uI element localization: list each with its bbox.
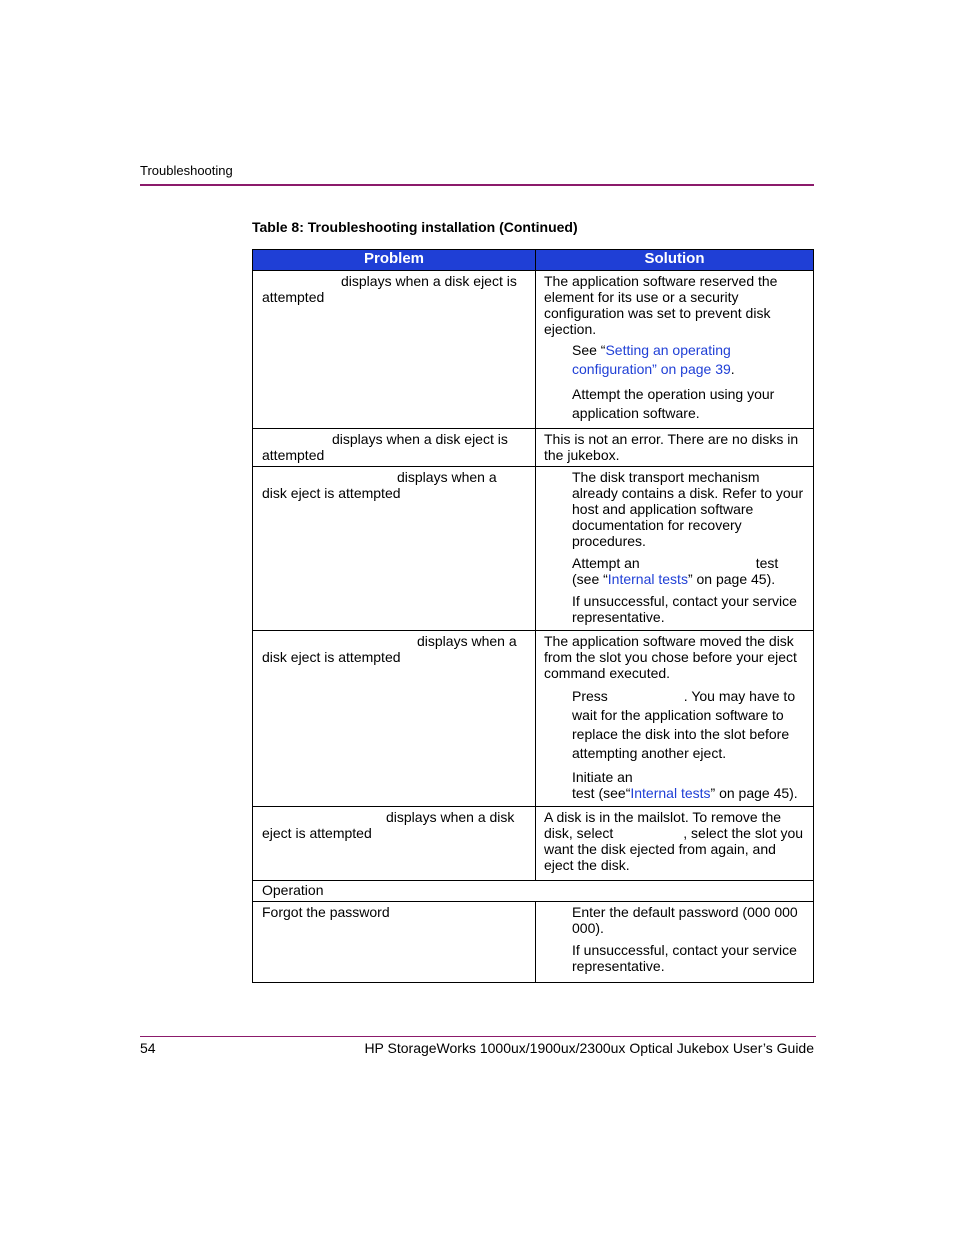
solution-text (544, 809, 805, 873)
running-header: Troubleshooting (140, 163, 233, 178)
footer-rule (140, 1036, 816, 1037)
solution-step: Attempt the operation using your application software. (572, 386, 775, 421)
problem-line: displays when a (397, 469, 497, 485)
solution-cell (536, 467, 814, 631)
page-number: 54 (140, 1040, 156, 1056)
section-row (253, 881, 814, 902)
table-row (253, 429, 814, 467)
problem-line: displays when a disk eject is (332, 431, 508, 447)
column-header-problem: Problem (253, 250, 536, 271)
cross-reference-link[interactable]: Setting an operating configuration” on page 39 (572, 342, 731, 377)
see-suffix: . (730, 361, 735, 377)
problem-text (262, 469, 527, 501)
problem-text (262, 633, 527, 665)
cross-reference-link[interactable]: Internal tests (630, 785, 711, 801)
problem-cell (253, 467, 536, 631)
problem-line: disk eject is attempted (262, 649, 401, 665)
problem-line: displays when a (417, 633, 517, 649)
table-row (253, 271, 814, 429)
problem-cell (253, 271, 536, 429)
solution-cell (536, 271, 814, 429)
solution-step (544, 687, 805, 763)
problem-text (262, 273, 527, 305)
see-suffix: ” on page 45). (687, 571, 776, 587)
solution-cell (536, 902, 814, 983)
solution-cell (536, 631, 814, 807)
problem-cell (253, 429, 536, 467)
section-label: Operation (253, 881, 814, 902)
attempt-text: Attempt an (572, 555, 640, 571)
table-row (253, 807, 814, 881)
table-row (253, 467, 814, 631)
table-caption: Table 8: Troubleshooting installation (Continued) (252, 219, 578, 235)
initiate-suffix: ” on page 45). (710, 785, 798, 801)
table-row (253, 631, 814, 807)
problem-cell (253, 631, 536, 807)
solution-step: If unsuccessful, contact your service representative. (572, 942, 797, 974)
troubleshooting-table (252, 249, 814, 983)
see-prefix: (see “ (572, 571, 608, 587)
table-row (253, 902, 814, 983)
solution-cell (536, 807, 814, 881)
header-rule (140, 184, 814, 186)
problem-cell (253, 902, 536, 983)
problem-line: attempted (262, 447, 325, 463)
problem-line: displays when a disk eject is (341, 273, 517, 289)
table-header-row (253, 250, 814, 271)
see-prefix: See “ (572, 342, 606, 358)
problem-text: Forgot the password (262, 904, 390, 920)
column-header-solution: Solution (536, 250, 814, 271)
solution-step (544, 341, 805, 379)
mailslot-continued-text: , select the slot you want the disk ejected from again, and eject the disk. (544, 825, 804, 873)
solution-cell (536, 429, 814, 467)
mailslot-text: A disk is in the mailslot. To remove the disk, select (544, 809, 782, 841)
solution-step: The disk transport mechanism already contains a disk. Refer to your host and application software documentation for recovery procedures. (572, 469, 804, 549)
problem-line: attempted (262, 289, 325, 305)
solution-step: Enter the default password (000 000 000). (572, 904, 798, 936)
press-text: Press (572, 688, 608, 704)
attempt-test-text: test (755, 555, 779, 571)
problem-text (262, 809, 527, 841)
cross-reference-link[interactable]: Internal tests (607, 571, 688, 587)
solution-step (544, 769, 805, 801)
initiate-prefix: test (see“ (572, 785, 631, 801)
solution-text: The application software moved the disk from the slot you chose before your eject command executed. (544, 633, 797, 681)
solution-text: The application software reserved the element for its use or a security configuration was set to prevent disk ejection. (544, 273, 778, 337)
problem-line: disk eject is attempted (262, 485, 401, 501)
problem-line: displays when a disk (386, 809, 515, 825)
press-continued-text: . You may have to wait for the application software to replace the disk into the slot before attempting another eject. (572, 688, 796, 761)
problem-line: eject is attempted (262, 825, 372, 841)
solution-step (544, 555, 805, 587)
problem-cell (253, 807, 536, 881)
problem-text (262, 431, 527, 463)
solution-text: This is not an error. There are no disks in the jukebox. (544, 431, 799, 463)
document-title: HP StorageWorks 1000ux/1900ux/2300ux Optical Jukebox User’s Guide (364, 1040, 814, 1056)
initiate-text: Initiate an (572, 769, 633, 785)
solution-step: If unsuccessful, contact your service representative. (572, 593, 797, 625)
